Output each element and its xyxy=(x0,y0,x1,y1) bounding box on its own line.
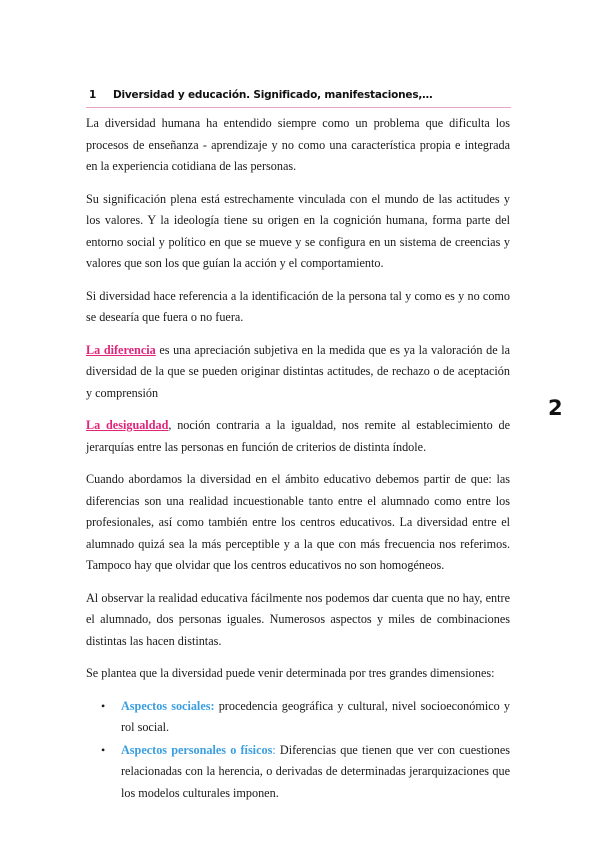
bullet-label: Aspectos personales o físicos xyxy=(121,742,273,757)
paragraph-3: Si diversidad hace referencia a la identificación de la persona tal y como es y no como se desearía que fuera o no fuera. xyxy=(86,288,510,324)
paragraph-desigualdad-text: , noción contraria a la igualdad, nos remite al establecimiento de jerarquías entre las personas en función de criterios de distinta índole. xyxy=(86,418,510,454)
bullet-icon: • xyxy=(101,698,106,713)
paragraph-desigualdad xyxy=(86,415,510,458)
paragraph-1: La diversidad humana ha entendido siempre como un problema que dificulta los procesos de enseñanza - aprendizaje y no como una característica propia e integrada en la experiencia cotidiana de las personas. xyxy=(86,116,510,173)
term-diferencia: La diferencia xyxy=(86,342,156,357)
paragraph-diferencia-text: es una apreciación subjetiva en la medida que es ya la valoración de la diversidad de la que se pueden originar distintas actitudes, de rechazo o de aceptación y comprensión xyxy=(86,342,510,400)
dimensions-list xyxy=(86,696,510,805)
term-desigualdad: La desigualdad xyxy=(86,418,169,432)
paragraph-2: Su significación plena está estrechamente vinculada con el mundo de las actitudes y los valores. Y la ideología tiene su origen en la cognición humana, forma parte del entorno social y político en que se mueve y se configura en un sistema de creencias y valores que son los que guían la acción y el comportamiento. xyxy=(86,191,510,270)
bullet-text: procedencia geográfica y cultural, nivel socioeconómico y rol social. xyxy=(121,698,511,734)
section-title: Diversidad y educación. Significado, manifestaciones,… xyxy=(113,89,433,101)
bullet-text: Diferencias que tienen que ver con cuestiones relacionadas con la herencia, o derivadas de determinadas jerarquizaciones que los modelos culturales imponen. xyxy=(121,742,510,800)
bullet-separator: : xyxy=(272,742,276,757)
section-heading xyxy=(86,89,511,108)
bullet-label: Aspectos sociales: xyxy=(121,698,215,713)
paragraph-7: Al observar la realidad educativa fácilmente nos podemos dar cuenta que no hay, entre el alumnado, dos personas iguales. Numerosos aspectos y miles de combinaciones distintas las hacen distintas. xyxy=(86,590,510,648)
paragraph-6: Cuando abordamos la diversidad en el ámbito educativo debemos partir de que: las diferencias son una realidad incuestionable tanto entre el alumnado como entre los profesionales, así como también entre los centros educativos. La diversidad entre el alumnado quizá sea la más perceptible y a la que con más frecuencia nos referimos. Tampoco hay que olvidar que los centros educativos no son homogéneos. xyxy=(86,472,510,572)
section-number: 1 xyxy=(89,89,97,101)
list-item xyxy=(86,696,510,739)
list-item xyxy=(86,740,510,805)
document-body xyxy=(86,113,510,805)
bullet-icon: • xyxy=(101,742,106,757)
paragraph-diferencia xyxy=(86,340,510,405)
paragraph-8: Se plantea que la diversidad puede venir determinada por tres grandes dimensiones: xyxy=(86,666,495,680)
page-number: 2 xyxy=(548,396,563,420)
